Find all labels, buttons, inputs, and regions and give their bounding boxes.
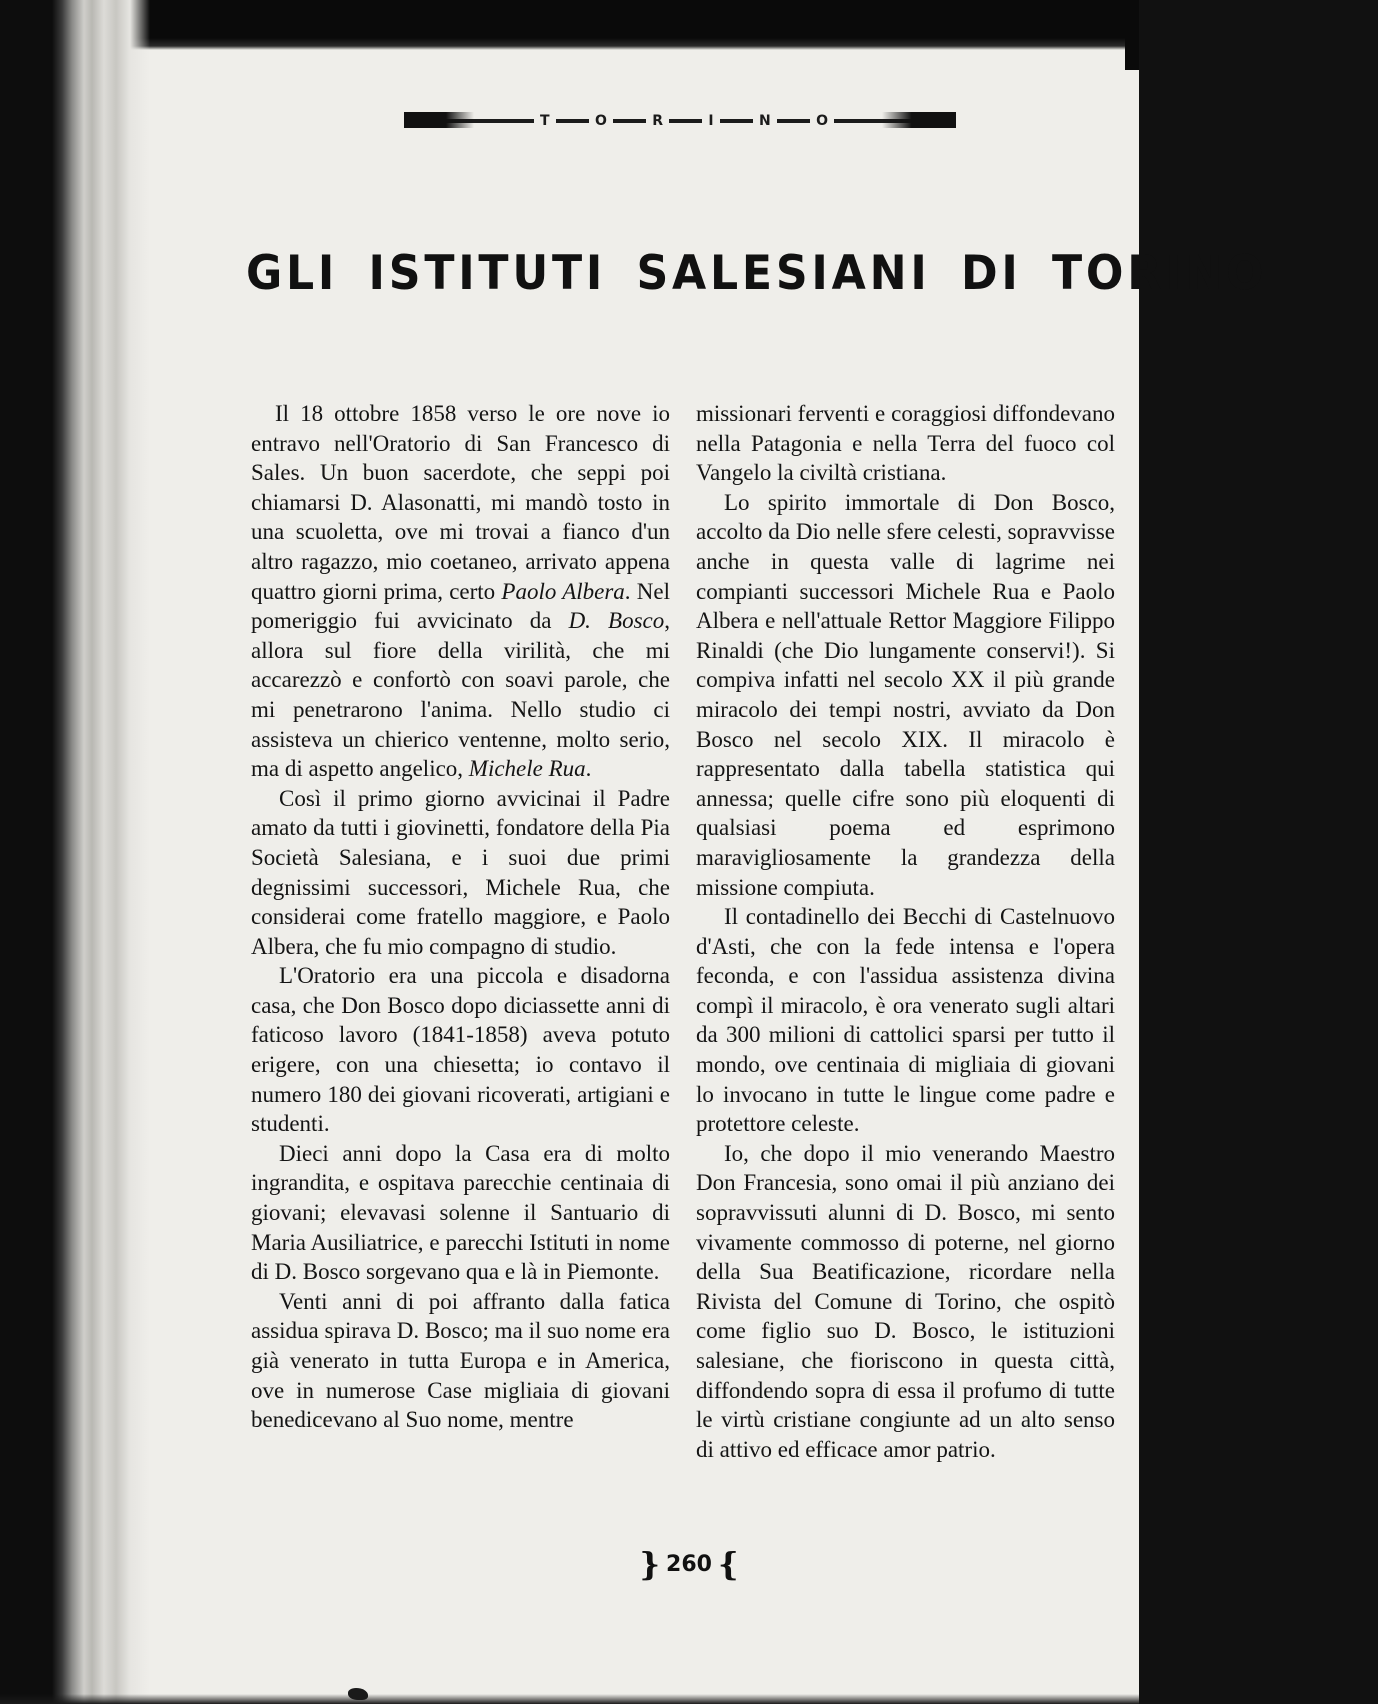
italic-name: D. Bosco	[568, 608, 665, 634]
paragraph-text: Il 18 ottobre 1858 verso le ore nove io entravo nell'Oratorio di San Francesco di Sales. Un buon sacerdote, che seppi poi chiamarsi D. Alasonatti, mi mandò tosto in una scuoletta, ove mi trovai a fianco d'un altro ragazzo, mio coetaneo, arrivato appena quattro giorni prima, certo	[251, 401, 670, 604]
paragraph-text: , allora sul fiore della virilità, che mi accarezzò e confortò con soavi parole, che mi penetrarono l'anima. Nello studio ci assisteva un chierico ventenne, molto serio, ma di aspetto angelico,	[251, 608, 670, 782]
folio-brace-right: {	[717, 1545, 739, 1583]
running-head-letters	[474, 110, 882, 132]
italic-name: Paolo Albera	[501, 578, 625, 604]
paragraph: Io, che dopo il mio venerando Maestro Don Francesia, sono omai il più anziano dei sopravvissuti alunni di D. Bosco, mi sento vivamente commosso di poterne, nel giorno della Sua Beatificazione, ricordare nella Rivista del Comune di Torino, che ospitò come figlio suo D. Bosco, le istituzioni salesiane, che fioriscono in questa città, diffondendo sopra di essa il profumo di tutte le virtù cristiane congiunte ad un alto senso di attivo ed efficace amor patrio.	[696, 1140, 1115, 1462]
page-number-folio	[0, 1545, 1378, 1583]
paragraph: Lo spirito immortale di Don Bosco, accolto da Dio nelle sfere celesti, sopravvisse anche in questa valle di lagrime nei compianti successori Michele Rua e Paolo Albera e nell'attuale Rettor Maggiore Filippo Rinaldi (che Dio lungamente conservi!). Si compiva infatti nel secolo XX il più grande miracolo dei tempi nostri, avviato da Don Bosco nel secolo XIX. Il miracolo è rappresentato dalla tabella statistica qui annessa; quelle cifre sono più eloquenti di qualsiasi poema ed esprimono maravigliosamente la grandezza della missione compiuta.	[696, 489, 1115, 900]
running-head-letter: O	[810, 110, 834, 132]
scan-left-gutter	[0, 0, 150, 1704]
scan-top-border	[0, 0, 1139, 50]
left-column	[251, 399, 670, 1435]
paragraph-text: . Nel pomeriggio fui avvicinato da	[251, 578, 670, 634]
paragraph: Il contadinello dei Becchi di Castelnuovo d'Asti, che con la fede intensa e l'opera feconda, e con l'assidua assistenza divina compì il miracolo, è ora venerato sugli altari da 300 milioni di cattolici sparsi per tutto il mondo, ove centinaia di migliaia di giovani lo invocano in tutte le lingue come padre e protettore celeste.	[696, 904, 1115, 1137]
running-head-letter: R	[646, 110, 669, 132]
paragraph: Così il primo giorno avvicinai il Padre amato da tutti i giovinetti, fondatore della Pia Società Salesiana, e i suoi due primi degnissimi successori, Michele Rua, che considerai come fratello maggiore, e Paolo Albera, che fu mio compagno di studio.	[251, 785, 670, 959]
right-column	[696, 399, 1115, 1464]
paragraph: L'Oratorio era una piccola e disadorna casa, che Don Bosco dopo diciassette anni di faticoso lavoro (1841-1858) aveva potuto erigere, con una chiesetta; io contavo il numero 180 dei giovani ricoverati, artigiani e studenti.	[251, 963, 670, 1137]
running-head-letter: N	[753, 110, 777, 132]
italic-name: Michele Rua	[468, 756, 586, 782]
running-head-letter: O	[589, 110, 613, 132]
article-title: GLI ISTITUTI SALESIANI DI TORINO	[246, 246, 1268, 301]
running-head-ornament-left	[404, 112, 474, 128]
scan-right-border	[1125, 0, 1139, 70]
running-head	[404, 110, 956, 132]
page-number: 260	[666, 1551, 712, 1577]
scan-bottom-border	[0, 1694, 1139, 1704]
running-head-letter: I	[702, 110, 719, 132]
folio-brace-left: }	[639, 1545, 661, 1583]
running-head-letter: T	[534, 110, 556, 132]
paragraph	[251, 399, 670, 784]
running-head-ornament-right	[882, 112, 956, 128]
paragraph: Venti anni di poi affranto dalla fatica assidua spirava D. Bosco; ma il suo nome era già venerato in tutta Europa e in America, ove in numerose Case migliaia di giovani benedicevano al Suo nome, mentre	[251, 1288, 670, 1433]
paragraph-text: .	[585, 756, 592, 782]
paragraph: missionari ferventi e coraggiosi diffondevano nella Patagonia e nella Terra del fuoco col Vangelo la civiltà cristiana.	[696, 401, 1115, 486]
paragraph: Dieci anni dopo la Casa era di molto ingrandita, e ospitava parecchie centinaia di giovani; elevavasi solenne il Santuario di Maria Ausiliatrice, e parecchi Istituti in nome di D. Bosco sorgevano qua e là in Piemonte.	[251, 1140, 670, 1285]
ink-blot	[348, 1688, 368, 1700]
